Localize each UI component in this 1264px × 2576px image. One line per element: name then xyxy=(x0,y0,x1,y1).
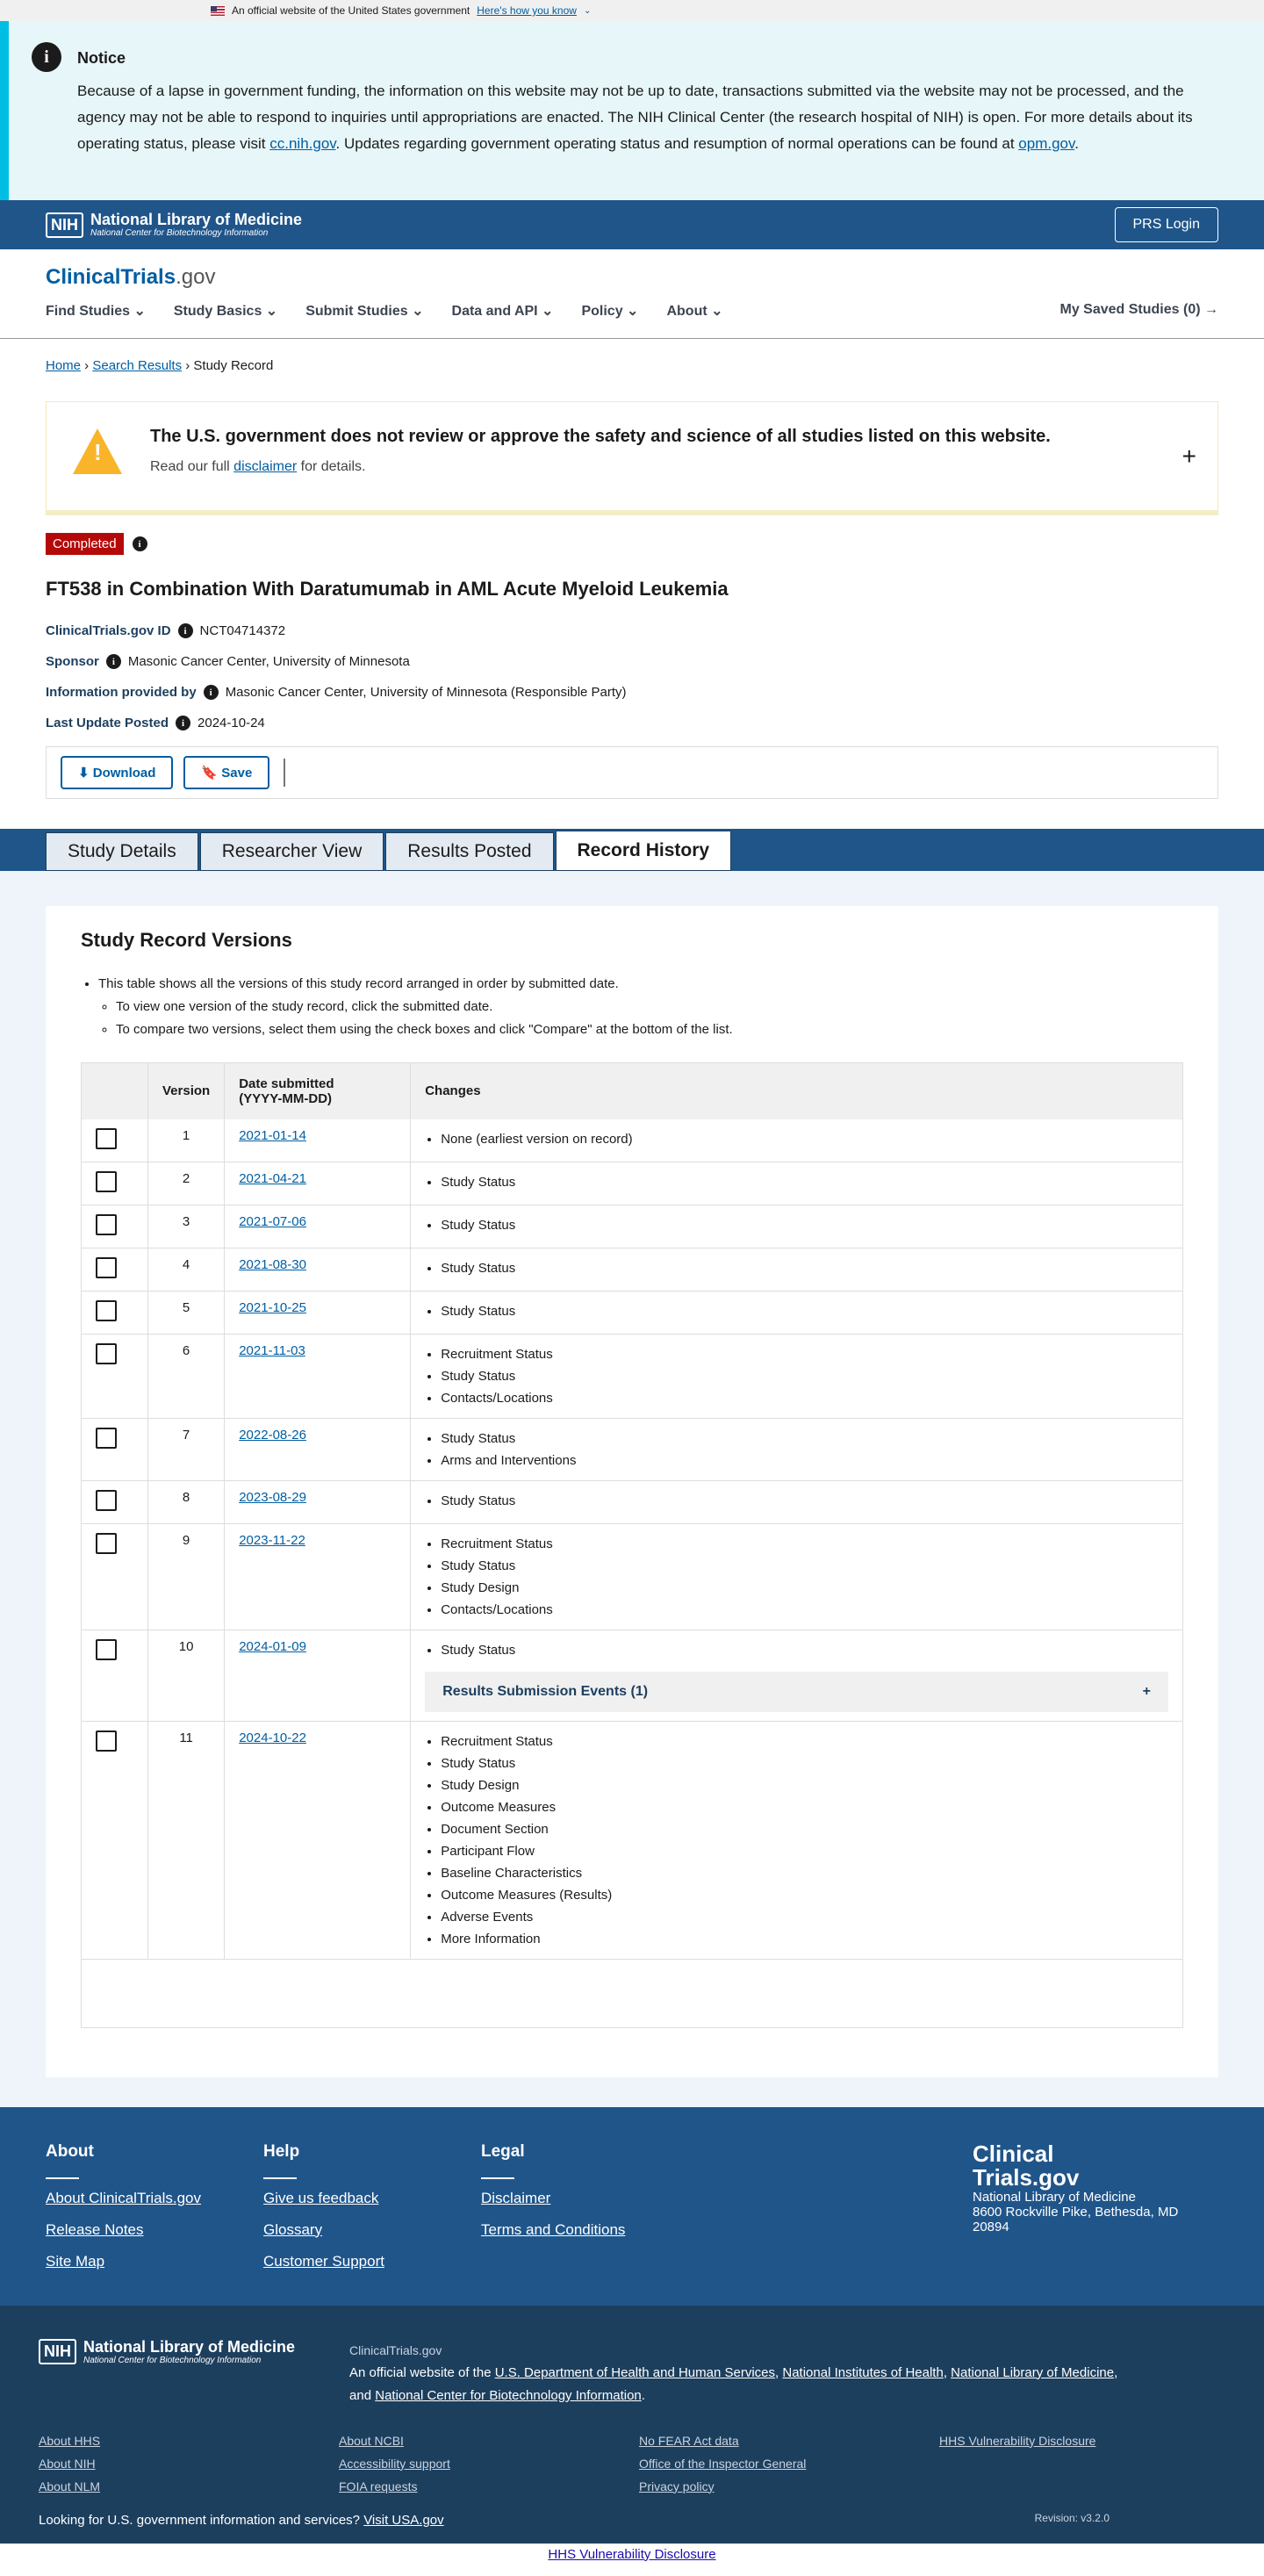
changes-cell xyxy=(411,1248,1183,1291)
footer-help-heading: Help xyxy=(263,2141,300,2161)
record-history-section xyxy=(0,871,1264,2107)
notice-title: Notice xyxy=(77,49,126,67)
select-cell xyxy=(82,1480,148,1523)
change-item: • Participant Flow xyxy=(441,1840,1168,1862)
study-tabs xyxy=(0,829,1264,871)
revision: Revision: v3.2.0 xyxy=(1034,2511,1110,2524)
ncbi-link[interactable]: National Center for Biotechnology Information xyxy=(375,2387,642,2403)
version-checkbox[interactable] xyxy=(96,1490,117,1511)
version-number: 8 xyxy=(148,1480,225,1523)
info-icon[interactable]: i xyxy=(106,654,121,669)
changes-cell xyxy=(411,1630,1183,1721)
footer-link[interactable]: Office of the Inspector General xyxy=(639,2456,807,2471)
status-badge: Completed xyxy=(46,533,124,555)
footer-link[interactable]: About NCBI xyxy=(339,2433,404,2448)
tip-compare: ◦ To compare two versions, select them using the check boxes and click "Compare" at the bottom of the list. xyxy=(116,1018,1183,1041)
select-cell xyxy=(82,1334,148,1418)
changes-cell xyxy=(411,1480,1183,1523)
main-nav xyxy=(46,302,1218,320)
change-item: • Recruitment Status xyxy=(441,1731,1168,1752)
changes-cell xyxy=(411,1205,1183,1248)
tab-results-posted[interactable]: Results Posted xyxy=(385,832,553,871)
version-number: 9 xyxy=(148,1523,225,1630)
last-update-label: Last Update Posted xyxy=(46,716,169,730)
date-cell xyxy=(225,1480,411,1523)
change-item: • Study Status xyxy=(441,1300,1168,1322)
footer-legal xyxy=(481,2142,699,2270)
footer-links-grid xyxy=(39,2434,1225,2493)
notice-alert xyxy=(0,21,1264,200)
version-checkbox[interactable] xyxy=(96,1428,117,1449)
version-checkbox[interactable] xyxy=(96,1214,117,1235)
notice-text: Because of a lapse in government funding, the information on this website may not be up to date, transactions submitted via the website may not be processed, and the agency may not be able to respond to inquiries until appropriations are enacted. The NIH Clinical Center (the research hospital of NIH) is open. For more details about its operating status, please visit cc.nih.gov. Updates regarding government operating status and resumption of normal operations can be found at opm.gov. xyxy=(77,83,1193,152)
footer-about xyxy=(46,2142,263,2270)
warning-icon xyxy=(73,428,122,474)
date-cell xyxy=(225,1523,411,1630)
version-date-link[interactable]: 2024-01-09 xyxy=(239,1638,306,1654)
version-checkbox[interactable] xyxy=(96,1257,117,1278)
footer-link[interactable]: No FEAR Act data xyxy=(639,2433,739,2448)
change-item: • Study Design xyxy=(441,1577,1168,1599)
changes-cell xyxy=(411,1162,1183,1205)
footer-link[interactable]: HHS Vulnerability Disclosure xyxy=(939,2433,1096,2448)
changes-cell xyxy=(411,1418,1183,1480)
footer-link[interactable]: Terms and Conditions xyxy=(481,2220,626,2238)
version-number: 5 xyxy=(148,1291,225,1334)
bottom-bar xyxy=(0,2544,1264,2566)
nih-link[interactable]: National Institutes of Health xyxy=(782,2364,944,2380)
info-icon[interactable]: i xyxy=(178,623,193,638)
select-cell xyxy=(82,1248,148,1291)
info-provided-value: Masonic Cancer Center, University of Minnesota (Responsible Party) xyxy=(225,685,627,700)
results-events-toggle[interactable]: Results Submission Events (1) + xyxy=(425,1672,1168,1712)
table-row xyxy=(82,1630,1183,1721)
change-item: • Contacts/Locations xyxy=(441,1387,1168,1409)
info-icon[interactable]: i xyxy=(204,685,219,700)
nih-header xyxy=(0,200,1264,249)
version-checkbox[interactable] xyxy=(96,1639,117,1660)
footer-official-text: ClinicalTrials.gov An official website of the U.S. Department of Health and Human Services, National Institutes of Health, National Library of Medicine, and National Center for Biotechnology Information. xyxy=(349,2342,1118,2403)
footer-link[interactable]: Privacy policy xyxy=(639,2479,715,2493)
intro-text: • This table shows all the versions of this study record arranged in order by submitted date. xyxy=(98,973,1183,996)
footer-link[interactable]: About NLM xyxy=(39,2479,101,2493)
version-date-link[interactable]: 2021-07-06 xyxy=(239,1213,306,1229)
change-item: • None (earliest version on record) xyxy=(441,1128,1168,1150)
bookmark-icon: 🔖 xyxy=(201,766,219,781)
changes-cell xyxy=(411,1721,1183,1959)
prs-login-button[interactable]: PRS Login xyxy=(1115,207,1219,242)
footer-link[interactable]: Give us feedback xyxy=(263,2189,379,2206)
change-item: • Baseline Characteristics xyxy=(441,1862,1168,1884)
info-provided-label: Information provided by xyxy=(46,685,197,700)
change-item: • Adverse Events xyxy=(441,1906,1168,1928)
change-item: • Outcome Measures xyxy=(441,1796,1168,1818)
version-date-link[interactable]: 2022-08-26 xyxy=(239,1427,306,1443)
col-select xyxy=(82,1063,148,1119)
col-changes: Changes xyxy=(411,1063,1183,1119)
version-number: 1 xyxy=(148,1119,225,1162)
disclaimer-title: The U.S. government does not review or approve the safety and science of all studies listed on this website. xyxy=(150,427,1051,446)
ctg-logo[interactable]: ClinicalTrials.gov xyxy=(46,265,216,289)
nlm-logo[interactable] xyxy=(46,212,302,238)
select-cell xyxy=(82,1630,148,1721)
footer-address: 8600 Rockville Pike, Bethesda, MD xyxy=(973,2204,1179,2220)
version-checkbox[interactable] xyxy=(96,1731,117,1752)
change-item: • Study Status xyxy=(441,1555,1168,1577)
table-row xyxy=(82,1721,1183,1959)
version-number: 4 xyxy=(148,1248,225,1291)
site-footer xyxy=(0,2107,1264,2306)
table-row xyxy=(82,1334,1183,1418)
date-cell xyxy=(225,1334,411,1418)
version-number: 7 xyxy=(148,1418,225,1480)
hhs-link[interactable]: U.S. Department of Health and Human Services xyxy=(494,2364,776,2380)
tab-researcher-view[interactable]: Researcher View xyxy=(200,832,384,871)
changes-cell xyxy=(411,1119,1183,1162)
nav-find-studies[interactable]: Find Studies ⌄ xyxy=(46,304,146,319)
footer-link[interactable]: Customer Support xyxy=(263,2252,384,2270)
disclaimer-text: Read our full disclaimer for details. xyxy=(150,459,366,474)
site-header xyxy=(0,249,1264,339)
change-item: • Arms and Interventions xyxy=(441,1450,1168,1471)
col-version: Version xyxy=(148,1063,225,1119)
table-row xyxy=(82,1291,1183,1334)
expand-icon: + xyxy=(1142,1683,1151,1699)
version-date-link[interactable]: 2021-11-03 xyxy=(239,1342,305,1358)
versions-card xyxy=(46,906,1218,2077)
footer-address: 20894 xyxy=(973,2219,1009,2234)
version-checkbox[interactable] xyxy=(96,1171,117,1192)
change-item: • Outcome Measures (Results) xyxy=(441,1884,1168,1906)
study-meta xyxy=(46,623,1218,730)
footer-link[interactable]: Site Map xyxy=(46,2252,105,2270)
footer-link[interactable]: Disclaimer xyxy=(481,2189,551,2206)
breadcrumb: Home › Search Results › Study Record xyxy=(46,358,274,373)
version-date-link[interactable]: 2024-10-22 xyxy=(239,1730,306,1745)
footer-link[interactable]: About NIH xyxy=(39,2456,96,2471)
change-item: • Contacts/Locations xyxy=(441,1599,1168,1621)
change-item: • Study Status xyxy=(441,1365,1168,1387)
version-checkbox[interactable] xyxy=(96,1533,117,1554)
chevron-down-icon: ⌄ xyxy=(583,5,592,16)
version-date-link[interactable]: 2023-11-22 xyxy=(239,1532,305,1548)
change-item: • More Information xyxy=(441,1928,1168,1950)
footer-link[interactable]: Accessibility support xyxy=(339,2456,450,2471)
action-bar xyxy=(46,746,1218,799)
version-checkbox[interactable] xyxy=(96,1343,117,1364)
usa-gov-line: Looking for U.S. government information and services? Visit USA.gov xyxy=(39,2512,444,2528)
cc-nih-link[interactable]: cc.nih.gov xyxy=(269,135,336,152)
tab-study-details[interactable]: Study Details xyxy=(46,832,198,871)
select-cell xyxy=(82,1162,148,1205)
breadcrumb-search-results[interactable]: Search Results xyxy=(92,358,183,373)
date-cell xyxy=(225,1119,411,1162)
table-row xyxy=(82,1418,1183,1480)
version-date-link[interactable]: 2021-01-14 xyxy=(239,1127,306,1143)
compare-row xyxy=(82,1959,1183,2027)
gov-banner-text: An official website of the United States government xyxy=(232,4,470,17)
version-number: 6 xyxy=(148,1334,225,1418)
change-item: • Study Status xyxy=(441,1490,1168,1512)
nlm-name: National Library of Medicine xyxy=(90,211,303,228)
how-you-know-link[interactable]: Here's how you know xyxy=(477,4,577,17)
change-item: • Study Status xyxy=(441,1752,1168,1774)
change-item: • Recruitment Status xyxy=(441,1343,1168,1365)
footer-link[interactable]: Release Notes xyxy=(46,2220,144,2238)
table-row xyxy=(82,1119,1183,1162)
nav-data-api[interactable]: Data and API ⌄ xyxy=(451,304,554,319)
us-flag-icon xyxy=(211,6,225,16)
info-icon: i xyxy=(32,42,61,72)
footer-ctg-logo[interactable]: Clinical Trials.gov xyxy=(973,2140,1080,2191)
ncbi-name: National Center for Biotechnology Information xyxy=(90,228,269,238)
breadcrumb-home[interactable]: Home xyxy=(46,358,82,373)
nav-study-basics[interactable]: Study Basics ⌄ xyxy=(173,304,278,319)
versions-intro xyxy=(81,973,1183,1041)
nct-id: NCT04714372 xyxy=(199,623,286,638)
usa-gov-link[interactable]: Visit USA.gov xyxy=(363,2512,444,2528)
footer-brand xyxy=(973,2142,1218,2270)
table-row xyxy=(82,1248,1183,1291)
change-item: • Study Design xyxy=(441,1774,1168,1796)
nih-mark: NIH xyxy=(46,212,83,238)
version-date-link[interactable]: 2023-08-29 xyxy=(239,1489,306,1505)
nav-about[interactable]: About ⌄ xyxy=(666,304,723,319)
footer-link[interactable]: FOIA requests xyxy=(339,2479,418,2493)
change-item: • Study Status xyxy=(441,1428,1168,1450)
change-item: • Study Status xyxy=(441,1171,1168,1193)
footer-address: National Library of Medicine xyxy=(973,2189,1136,2205)
footer-help xyxy=(263,2142,481,2270)
change-item: • Document Section xyxy=(441,1818,1168,1840)
footer-about-heading: About xyxy=(46,2141,94,2161)
sponsor-value: Masonic Cancer Center, University of Minnesota xyxy=(127,654,410,669)
select-cell xyxy=(82,1418,148,1480)
change-item: • Recruitment Status xyxy=(441,1533,1168,1555)
expand-icon[interactable]: + xyxy=(1181,443,1196,470)
sponsor-label: Sponsor xyxy=(46,654,99,669)
disclaimer-box xyxy=(46,401,1218,515)
version-number: 3 xyxy=(148,1205,225,1248)
status-row xyxy=(46,533,1218,555)
last-update-value: 2024-10-24 xyxy=(198,716,265,730)
date-cell xyxy=(225,1248,411,1291)
date-cell xyxy=(225,1418,411,1480)
change-item: • Study Status xyxy=(441,1257,1168,1279)
info-icon[interactable]: i xyxy=(176,716,190,730)
select-cell xyxy=(82,1205,148,1248)
opm-link[interactable]: opm.gov xyxy=(1018,135,1075,152)
table-row xyxy=(82,1480,1183,1523)
id-label: ClinicalTrials.gov ID xyxy=(46,623,171,638)
version-checkbox[interactable] xyxy=(96,1300,117,1321)
changes-cell xyxy=(411,1291,1183,1334)
version-date-link[interactable]: 2021-04-21 xyxy=(239,1170,306,1186)
table-row xyxy=(82,1162,1183,1205)
table-row xyxy=(82,1523,1183,1630)
nav-submit-studies[interactable]: Submit Studies ⌄ xyxy=(305,304,424,319)
tip-view: ◦ To view one version of the study record, click the submitted date. xyxy=(116,996,1183,1018)
footer-link[interactable]: About HHS xyxy=(39,2433,101,2448)
tab-record-history[interactable]: Record History xyxy=(556,831,732,871)
date-cell xyxy=(225,1721,411,1959)
select-cell xyxy=(82,1291,148,1334)
download-icon: ⬇ xyxy=(78,766,90,781)
breadcrumb-current: Study Record xyxy=(193,358,274,373)
version-number: 11 xyxy=(148,1721,225,1959)
info-icon[interactable]: i xyxy=(133,536,147,551)
version-date-link[interactable]: 2021-10-25 xyxy=(239,1299,306,1315)
saved-studies-link[interactable]: My Saved Studies (0) → xyxy=(1059,302,1218,317)
date-cell xyxy=(225,1205,411,1248)
version-number: 2 xyxy=(148,1162,225,1205)
versions-table xyxy=(81,1062,1183,2028)
footer-link[interactable]: About ClinicalTrials.gov xyxy=(46,2189,201,2206)
change-item: • Study Status xyxy=(441,1639,1168,1661)
hhs-vulnerability-link[interactable]: HHS Vulnerability Disclosure xyxy=(548,2546,716,2562)
version-checkbox[interactable] xyxy=(96,1128,117,1149)
select-cell xyxy=(82,1721,148,1959)
nlm-footer-logo[interactable]: NIH National Library of Medicine National Center for Biotechnology Information xyxy=(39,2339,295,2365)
nav-policy[interactable]: Policy ⌄ xyxy=(581,304,639,319)
col-date: Date submitted (YYYY-MM-DD) xyxy=(225,1063,411,1119)
select-cell xyxy=(82,1523,148,1630)
date-cell xyxy=(225,1162,411,1205)
date-cell xyxy=(225,1630,411,1721)
version-number: 10 xyxy=(148,1630,225,1721)
gov-banner xyxy=(0,0,1264,21)
footer-link[interactable]: Glossary xyxy=(263,2220,323,2238)
changes-cell xyxy=(411,1523,1183,1630)
nlm-link[interactable]: National Library of Medicine xyxy=(951,2364,1115,2380)
table-row xyxy=(82,1205,1183,1248)
nlm-footer xyxy=(0,2306,1264,2544)
disclaimer-link[interactable]: disclaimer xyxy=(233,459,298,474)
version-date-link[interactable]: 2021-08-30 xyxy=(239,1256,306,1272)
select-cell xyxy=(82,1119,148,1162)
date-cell xyxy=(225,1291,411,1334)
change-item: • Study Status xyxy=(441,1214,1168,1236)
versions-title: Study Record Versions xyxy=(81,929,292,951)
changes-cell xyxy=(411,1334,1183,1418)
study-title: FT538 in Combination With Daratumumab in AML Acute Myeloid Leukemia xyxy=(46,578,729,600)
save-button[interactable]: 🔖 Save xyxy=(183,756,269,789)
download-button[interactable]: ⬇ Download xyxy=(61,756,173,789)
footer-legal-heading: Legal xyxy=(481,2141,525,2161)
divider xyxy=(284,759,285,787)
